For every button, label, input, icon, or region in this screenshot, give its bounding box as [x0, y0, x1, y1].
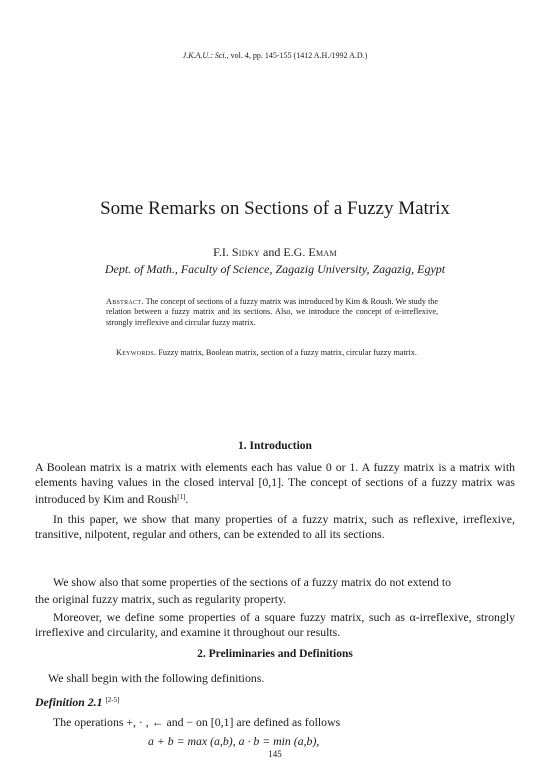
author-joiner: and — [263, 245, 281, 259]
author-2-surname: Emam — [308, 245, 337, 259]
section-2-intro: We shall begin with the following definitions. — [48, 671, 265, 685]
author-1-surname: Sidky — [231, 245, 260, 259]
intro-paragraph-4: Moreover, we define some properties of a square fuzzy matrix, such as α-irreflexive, strongly irreflexive and circularity, and examine it throughout our results. — [35, 610, 515, 640]
operations-text: The operations +, · , ← and − on [0,1] are defined as follows — [53, 715, 341, 729]
abstract-label: Abstract. — [106, 297, 144, 306]
section-1-heading: 1. Introduction — [238, 440, 312, 452]
intro-paragraph-1-text: A Boolean matrix is a matrix with elements each has value 0 or 1. A fuzzy matrix is a matrix with elements having values in the closed interval [0,1]. The concept of sections of a fuzzy matrix was introduced by Kim and Roush — [35, 460, 515, 507]
journal-details: vol. 4, pp. 145-155 (1412 A.H./1992 A.D.) — [230, 51, 368, 60]
keywords-text: Fuzzy matrix, Boolean matrix, section of a fuzzy matrix, circular fuzzy matrix. — [158, 348, 417, 357]
abstract-text: The concept of sections of a fuzzy matrix was introduced by Kim & Roush. We study the relation between a fuzzy matrix and its sections. Also, we introduce the concept of α-irreflexive, strongly irreflexive and circular fuzzy matrix. — [106, 297, 439, 327]
journal-header — [0, 51, 550, 60]
citation-1: [1] — [177, 493, 186, 502]
definition-label: Definition 2.1 — [35, 695, 103, 709]
intro-paragraph-1 — [35, 460, 515, 508]
definition-citation: [2-5] — [105, 696, 120, 704]
keywords — [106, 348, 438, 358]
definition-2-1 — [35, 695, 119, 710]
journal-name: J.K.A.U.: Sci., — [182, 51, 229, 60]
keywords-label: Keywords. — [116, 348, 157, 357]
operations-formula: a + b = max (a,b), a · b = min (a,b), — [148, 734, 320, 748]
page-number: 145 — [268, 749, 282, 759]
author-1-initials: F.I. — [213, 245, 229, 259]
intro-paragraph-2: In this paper, we show that many properties of a fuzzy matrix, such as reflexive, irreflexive, transitive, nilpotent, regular and others, can be extended to all its sections. — [35, 512, 515, 542]
author-2-initials: E.G. — [283, 245, 306, 259]
affiliation: Dept. of Math., Faculty of Science, Zagazig University, Zagazig, Egypt — [104, 262, 446, 276]
intro-paragraph-1-end: . — [185, 492, 189, 507]
intro-paragraph-3-cont: the original fuzzy matrix, such as regularity property. — [35, 592, 287, 606]
paper-title: Some Remarks on Sections of a Fuzzy Matrix — [100, 198, 450, 219]
abstract — [106, 297, 438, 328]
section-2-heading: 2. Preliminaries and Definitions — [197, 648, 353, 660]
author-line — [0, 245, 550, 260]
intro-paragraph-3: We show also that some properties of the sections of a fuzzy matrix do not extend to — [53, 575, 452, 589]
